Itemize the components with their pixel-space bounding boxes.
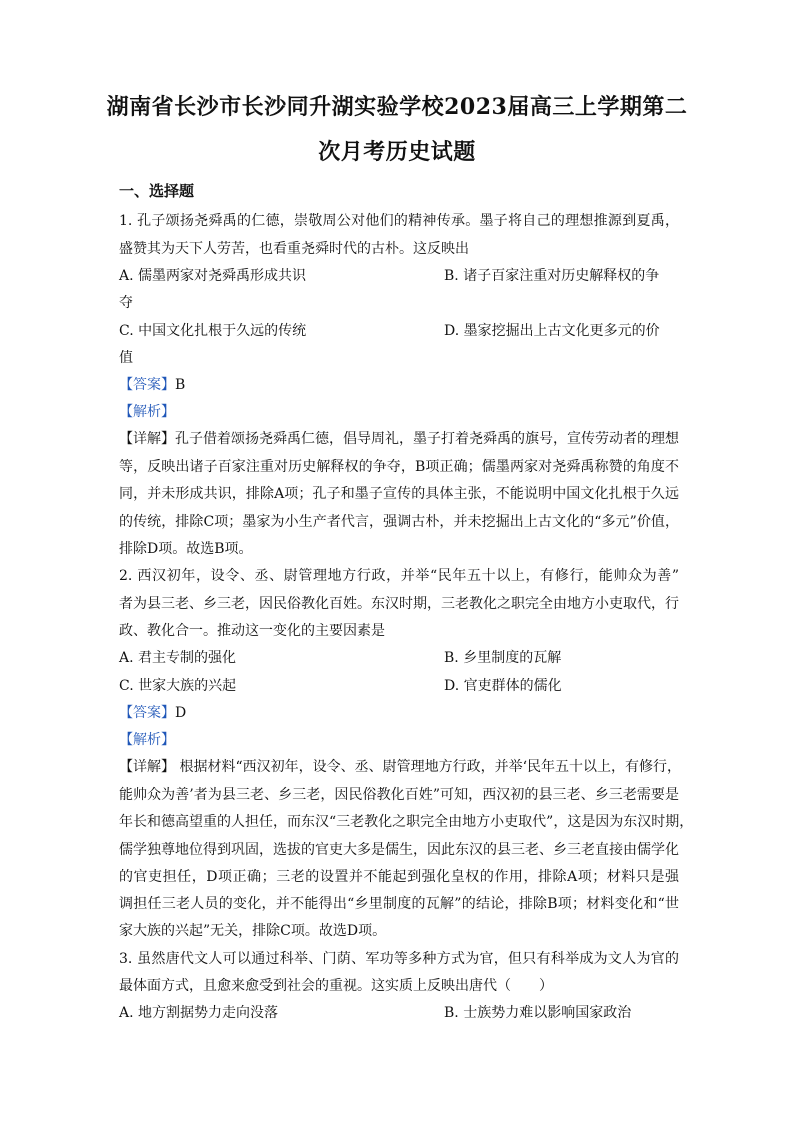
q2-stem-line-3: 政、教化合一。推动这一变化的主要因素是 <box>119 623 385 639</box>
q2-detail-line-2: 能帅众为善’者为县三老、乡三老，因民俗教化百姓”可知，西汉初的县三老、乡三老需要是 <box>119 787 679 803</box>
q2-option-d: D. 官吏群体的儒化 <box>444 678 562 694</box>
q2-option-c: C. 世家大族的兴起 <box>119 678 237 694</box>
q1-detail-line-1: 【详解】孔子借着颂扬尧舜禹仁德，倡导周礼，墨子打着尧舜禹的旗号，宣传劳动者的理想 <box>119 431 679 447</box>
q1-stem-line-2: 盛赞其为天下人劳苦，也看重尧舜时代的古朴。这反映出 <box>119 241 469 257</box>
section-heading: 一、选择题 <box>119 182 195 200</box>
q1-option-d-continued: 值 <box>119 350 133 366</box>
q2-stem-line-1: 2. 西汉初年，设令、丞、尉管理地方行政，并举“民年五十以上，有修行，能帅众为善” <box>119 568 679 584</box>
q3-stem-line-1: 3. 虽然唐代文人可以通过科举、门荫、军功等多种方式为官，但只有科举成为文人为官的 <box>119 951 679 967</box>
q1-detail-line-3: 同，并未形成共识，排除A项；孔子和墨子宣传的具体主张，不能说明中国文化扎根于久远 <box>119 486 679 502</box>
q2-stem-line-2: 者为县三老、乡三老，因民俗教化百姓。东汉时期，三老教化之职完全由地方小吏取代，行 <box>119 596 679 612</box>
q2-detail-line-3: 年长和德高望重的人担任，而东汉“三老教化之职完全由地方小吏取代”，这是因为东汉时期， <box>119 814 694 830</box>
q1-option-b-continued: 夺 <box>119 295 133 311</box>
q3-stem-line-2: 最体面方式，且愈来愈受到社会的重视。这实质上反映出唐代（ ） <box>119 978 553 994</box>
q2-detail-line-1: 【详解】 根据材料“西汉初年，设令、丞、尉管理地方行政，并举‘民年五十以上，有修行， <box>119 759 682 775</box>
q2-detail-line-4: 儒学独尊地位得到巩固，选拔的官吏大多是儒生，因此东汉的县三老、乡三老直接由儒学化 <box>119 842 679 858</box>
q1-option-d: D. 墨家挖掘出上古文化更多元的价 <box>444 323 660 339</box>
q2-detail-line-5: 的官吏担任，D项正确；三老的设置并不能起到强化皇权的作用，排除A项；材料只是强 <box>119 869 679 885</box>
detail-tag: 【详解】 <box>119 759 175 775</box>
answer-value: D <box>175 705 187 721</box>
q1-option-a: A. 儒墨两家对尧舜禹形成共识 <box>119 268 307 284</box>
q2-detail-line-6: 调担任三老人员的变化，并不能得出“乡里制度的瓦解”的结论，排除B项；材料变化和“世 <box>119 896 679 912</box>
detail-tag: 【详解】 <box>119 431 175 447</box>
q1-detail-line-5: 排除D项。故选B项。 <box>119 541 253 557</box>
document-title-line-1: 湖南省长沙市长沙同升湖实验学校2023届高三上学期第二 <box>106 94 688 120</box>
q1-detail-line-4: 的传统，排除C项；墨家为小生产者代言，强调古朴，并未挖掘出上古文化的“多元”价值， <box>119 514 679 530</box>
q2-option-b: B. 乡里制度的瓦解 <box>444 650 562 666</box>
answer-tag: 【答案】 <box>119 377 175 393</box>
document-title-line-2: 次月考历史试题 <box>318 139 476 165</box>
q3-option-b: B. 士族势力难以影响国家政治 <box>444 1005 632 1021</box>
q2-analysis-tag: 【解析】 <box>119 732 175 748</box>
q3-option-a: A. 地方割据势力走向没落 <box>119 1005 279 1021</box>
q2-detail-line-7: 家大族的兴起”无关，排除C项。故选D项。 <box>119 923 387 939</box>
q1-detail-line-2: 等，反映出诸子百家注重对历史解释权的争夺，B项正确；儒墨两家对尧舜禹称赞的角度不 <box>119 459 679 475</box>
q1-answer <box>119 375 185 395</box>
q2-option-a: A. 君主专制的强化 <box>119 650 237 666</box>
answer-tag: 【答案】 <box>119 705 175 721</box>
q1-stem-line-1: 1. 孔子颂扬尧舜禹的仁德，崇敬周公对他们的精神传承。墨子将自己的理想推源到夏禹， <box>119 213 679 229</box>
q2-answer <box>119 703 186 723</box>
answer-value: B <box>175 377 186 393</box>
q1-option-b: B. 诸子百家注重对历史解释权的争 <box>444 268 660 284</box>
q1-option-c: C. 中国文化扎根于久远的传统 <box>119 323 307 339</box>
q1-analysis-tag: 【解析】 <box>119 404 175 420</box>
